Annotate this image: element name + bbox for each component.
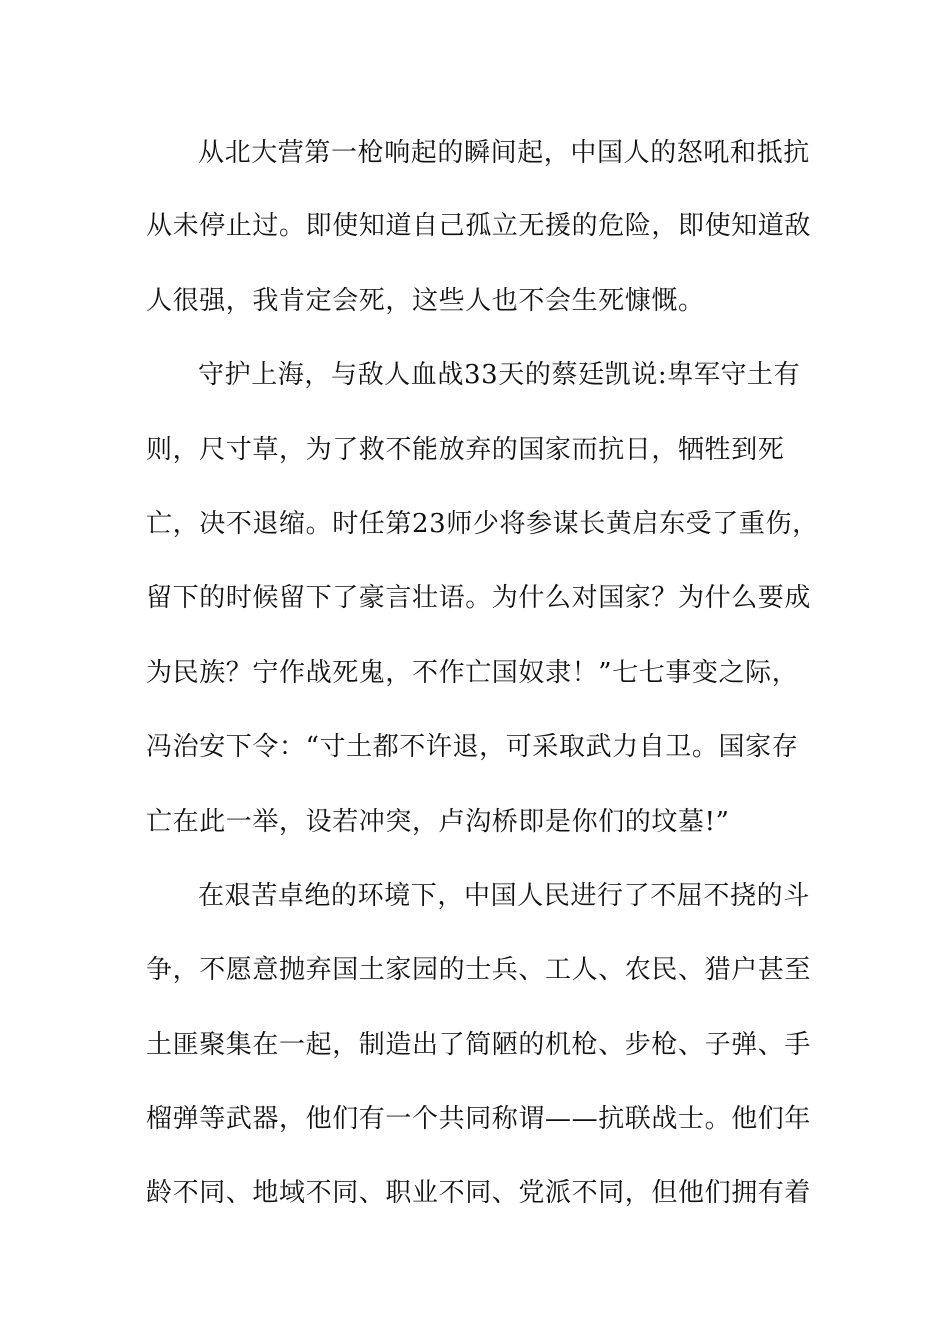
paragraph-1-line-2: 从未停止过。即使知道自己孤立无援的危险，即使知道敌 xyxy=(146,211,812,241)
paragraph-3-line-5: 龄不同、地域不同、职业不同、党派不同，但他们拥有着 xyxy=(146,1178,812,1208)
paragraph-2-line-6: 冯治安下令：“寸土都不许退，可采取武力自卫。国家存 xyxy=(146,732,799,762)
paragraph-2-line-7: 亡在此一举，设若冲突，卢沟桥即是你们的坟墓!” xyxy=(146,807,730,837)
paragraph-1-line-1: 从北大营第一枪响起的瞬间起，中国人的怒吼和抵抗 xyxy=(198,138,810,168)
paragraph-3-line-3: 土匪聚集在一起，制造出了简陋的机枪、步枪、子弹、手 xyxy=(146,1030,812,1060)
paragraph-1-line-3: 人很强，我肯定会死，这些人也不会生死慷慨。 xyxy=(146,286,705,316)
paragraph-2-line-1: 守护上海，与敌人血战33天的蔡廷凯说:卑军守土有 xyxy=(198,360,801,390)
paragraph-2-line-2: 则，尺寸草，为了救不能放弃的国家而抗日，牺牲到死 xyxy=(146,435,785,465)
paragraph-3-line-1: 在艰苦卓绝的环境下，中国人民进行了不屈不挠的斗 xyxy=(198,881,810,911)
paragraph-2-line-4: 留下的时候留下了豪言壮语。为什么对国家？为什么要成 xyxy=(146,583,812,613)
paragraph-3-line-2: 争，不愿意抛弃国土家园的士兵、工人、农民、猎户甚至 xyxy=(146,955,812,985)
paragraph-3-line-4: 榴弹等武器，他们有一个共同称谓——抗联战士。他们年 xyxy=(146,1104,812,1134)
paragraph-2-line-5: 为民族？宁作战死鬼，不作亡国奴隶！”七七事变之际， xyxy=(146,658,799,688)
paragraph-2-line-3: 亡，决不退缩。时任第23师少将参谋长黄启东受了重伤， xyxy=(146,509,819,539)
